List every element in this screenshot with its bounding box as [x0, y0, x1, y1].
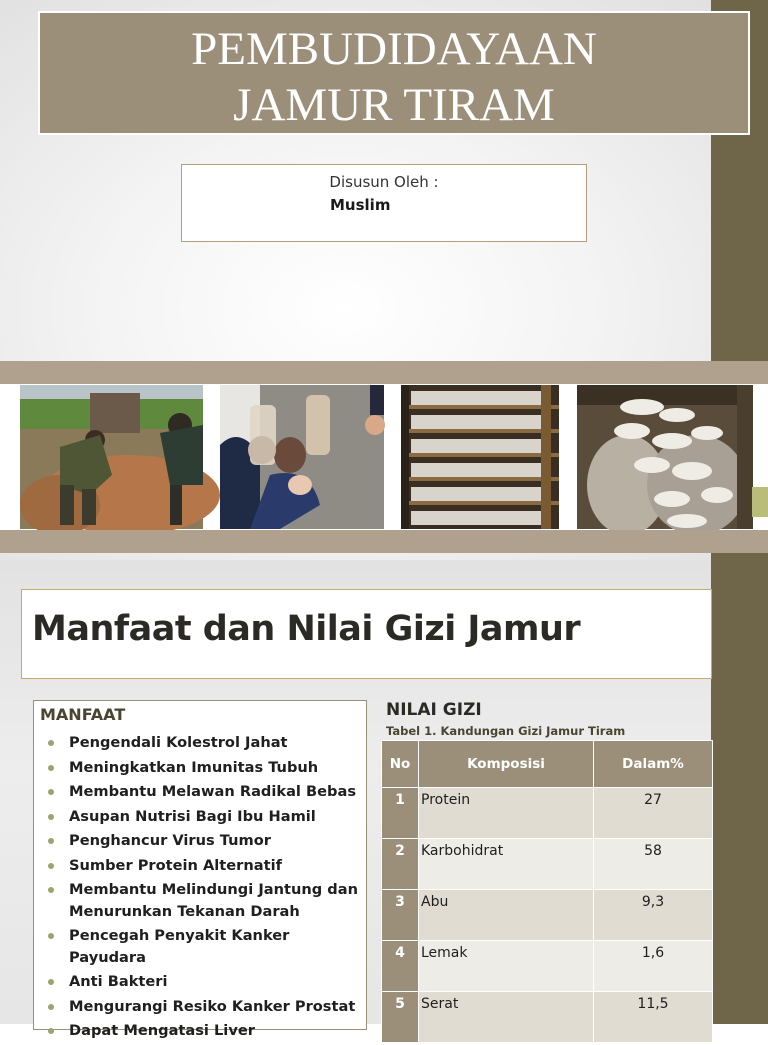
list-item: [48, 971, 366, 993]
table-header-row: [382, 741, 713, 788]
header-dalam: Dalam%: [594, 741, 713, 788]
slide-heading: Manfaat dan Nilai Gizi Jamur: [32, 609, 581, 649]
band-bottom: [0, 530, 768, 553]
header-komposisi: Komposisi: [419, 741, 594, 788]
table-caption: Tabel 1. Kandungan Gizi Jamur Tiram: [386, 724, 626, 738]
manfaat-list: [48, 732, 366, 1045]
title-line-2: JAMUR TIRAM: [233, 79, 555, 131]
green-tab: [752, 487, 768, 517]
bullet-icon: [48, 1028, 54, 1034]
band-top: [0, 361, 768, 384]
bullet-icon: [48, 863, 54, 869]
list-item-text: Anti Bakteri: [69, 973, 168, 990]
cell-komposisi: Protein: [419, 788, 594, 839]
cell-komposisi: Abu: [419, 890, 594, 941]
cell-no: 5: [382, 992, 419, 1043]
cell-nilai: 1,6: [594, 941, 713, 992]
photo-rack-of-baglogs: [401, 385, 559, 529]
bullet-icon: [48, 765, 54, 771]
list-item: [48, 757, 366, 779]
table-row: [382, 788, 713, 839]
cell-nilai: 9,3: [594, 890, 713, 941]
photo-filling-bags: [220, 385, 384, 529]
cell-no: 3: [382, 890, 419, 941]
bullet-icon: [48, 838, 54, 844]
list-item: [48, 1020, 366, 1042]
list-item-text: Sumber Protein Alternatif: [69, 856, 282, 874]
list-item: [48, 830, 366, 852]
list-item: [48, 879, 366, 922]
list-item-text: Penghancur Virus Tumor: [69, 832, 271, 849]
cell-no: 4: [382, 941, 419, 992]
manfaat-title: MANFAAT: [40, 705, 126, 724]
bullet-icon: [48, 979, 54, 985]
title-line-1: PEMBUDIDAYAAN: [191, 23, 597, 75]
list-item: [48, 806, 366, 828]
cell-nilai: 27: [594, 788, 713, 839]
list-item: [48, 996, 366, 1018]
cell-nilai: 58: [594, 839, 713, 890]
list-item-text: Pencegah Penyakit Kanker Payudara: [69, 927, 290, 966]
cell-komposisi: Karbohidrat: [419, 839, 594, 890]
nutrition-table: [381, 740, 713, 1043]
bullet-icon: [48, 740, 54, 746]
list-item: [48, 855, 366, 877]
heading-box: [21, 589, 712, 679]
author-box: [181, 164, 587, 242]
table-row: [382, 941, 713, 992]
bullet-icon: [48, 1004, 54, 1010]
bullet-icon: [48, 933, 54, 939]
nilai-gizi-title: NILAI GIZI: [386, 700, 482, 720]
table-row: [382, 839, 713, 890]
right-accent-bar-2: [711, 560, 768, 1024]
table-row: [382, 890, 713, 941]
cell-no: 2: [382, 839, 419, 890]
list-item-text: Asupan Nutrisi Bagi Ibu Hamil: [69, 807, 316, 825]
photo-workers-mixing-soil: [20, 385, 203, 529]
author-label: Disusun Oleh :: [329, 173, 439, 191]
cell-no: 1: [382, 788, 419, 839]
list-item-text: Membantu Melawan Radikal Bebas: [69, 783, 357, 800]
cell-nilai: 11,5: [594, 992, 713, 1043]
bullet-icon: [48, 887, 54, 893]
photo-oyster-mushrooms: [577, 385, 753, 529]
cell-komposisi: Lemak: [419, 941, 594, 992]
list-item-text: Pengendali Kolestrol Jahat: [69, 734, 288, 751]
list-item-text: Mengurangi Resiko Kanker Prostat: [69, 997, 356, 1015]
manfaat-box: [33, 700, 367, 1039]
header-no: No: [382, 741, 419, 788]
author-name: Muslim: [330, 196, 391, 214]
benefits-slide: [0, 560, 768, 1039]
table-row: [382, 992, 713, 1043]
slide-title: [38, 11, 750, 135]
list-item: [48, 781, 366, 803]
list-item-text: Dapat Mengatasi Liver: [69, 1022, 255, 1039]
list-item: [48, 732, 366, 754]
list-item-text: Meningkatkan Imunitas Tubuh: [69, 758, 319, 776]
list-item: [48, 925, 366, 968]
bullet-icon: [48, 814, 54, 820]
list-item-text: Membantu Melindungi Jantung dan Menurunkan Tekanan Darah: [69, 881, 358, 920]
cell-komposisi: Serat: [419, 992, 594, 1043]
bullet-icon: [48, 789, 54, 795]
